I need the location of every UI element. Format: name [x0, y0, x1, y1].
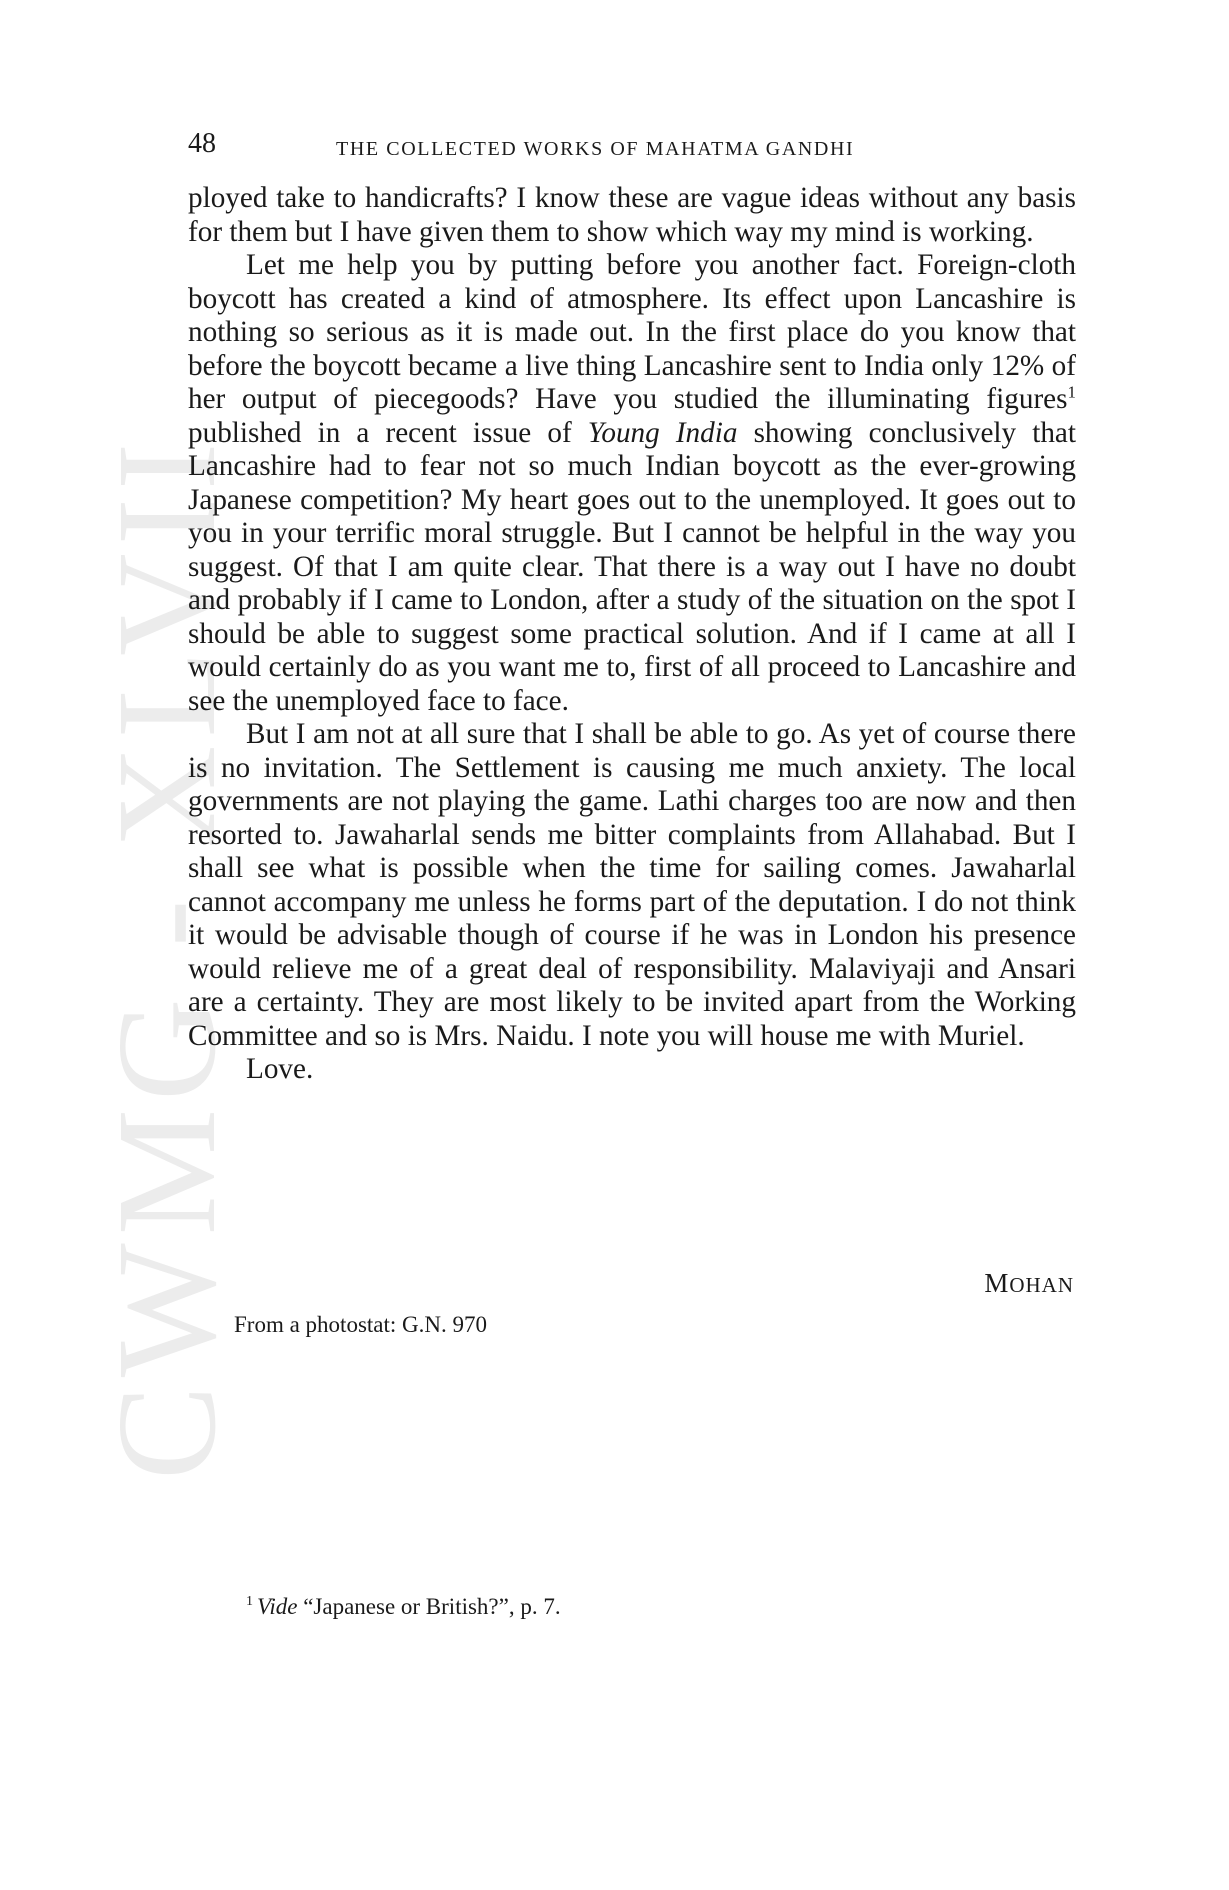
footnote-reference: 1: [1067, 382, 1076, 402]
watermark: CWMG - XLVII: [87, 434, 245, 1480]
source-note: From a photostat: G.N. 970: [234, 1312, 487, 1337]
paragraph-2-part-2: published in a recent issue of: [188, 416, 588, 449]
publication-title: Young India: [587, 416, 738, 449]
paragraph-2-part-3: showing conclusively that Lancashire had to fear not so much Indian boycott as the ever-growing Japanese competition? My heart goes out to the unemployed. It goes out to you in your terrific moral struggle. But I cannot be helpful in the way you suggest. Of that I am quite clear. That there is a way out I have no doubt and probably if I came to London, after a study of the situation on the spot I should be able to suggest some practical solution. And if I came at all I would certainly do as you want me to, first of all proceed to Lancashire and see the unemployed face to face.: [188, 416, 1076, 717]
signature: [984, 1268, 1074, 1299]
page-number: 48: [188, 128, 216, 159]
footnote-text: “Japanese or British?”, p. 7.: [297, 1594, 561, 1619]
signature-initial: M: [984, 1268, 1010, 1298]
paragraph-2-part-1: Let me help you by putting before you another fact. Foreign-cloth boycott has created a kind of atmosphere. Its effect upon Lancashire is nothing so serious as it is made out. In the first place do you know that before the boycott became a live thing Lancashire sent to India only 12% of her output of piecegoods? Have you studied the illuminating figures: [188, 249, 1076, 415]
page-header: [188, 128, 1076, 168]
paragraph-2: [188, 249, 1076, 718]
footnote-vide: Vide: [257, 1594, 298, 1619]
paragraph-1: ployed take to handicrafts? I know these are vague ideas without any basis for them but I have given them to show which way my mind is working.: [188, 182, 1076, 248]
closing-line: Love.: [246, 1053, 314, 1085]
letter-body: [188, 182, 1076, 1087]
signature-rest: OHAN: [1009, 1273, 1074, 1297]
footnote: [246, 1594, 561, 1620]
running-head: THE COLLECTED WORKS OF MAHATMA GANDHI: [336, 138, 855, 160]
footnote-mark: 1: [246, 1594, 253, 1610]
paragraph-3: But I am not at all sure that I shall be able to go. As yet of course there is no invitation. The Settlement is causing me much anxiety. The local governments are not playing the game. Lathi charges too are now and then resorted to. Jawaharlal sends me bitter complaints from Allahabad. But I shall see what is possible when the time for sailing comes. Jawaharlal cannot accompany me unless he forms part of the deputation. I do not think it would be advisable though of course if he was in London his presence would relieve me of a great deal of responsibility. Malaviyaji and Ansari are a certainty. They are most likely to be invited apart from the Working Committee and so is Mrs. Naidu. I note you will house me with Muriel.: [188, 718, 1076, 1052]
